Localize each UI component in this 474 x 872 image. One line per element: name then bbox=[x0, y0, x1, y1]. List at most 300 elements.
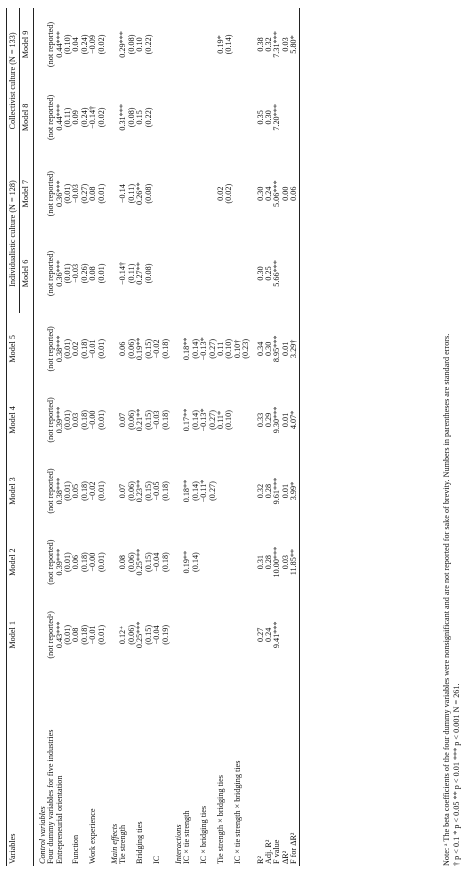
table-cell bbox=[242, 384, 250, 455]
table-cell: 0.18** bbox=[182, 337, 192, 361]
table-row bbox=[234, 8, 242, 866]
table-cell bbox=[242, 455, 250, 526]
table-cell: (0.15) bbox=[143, 624, 153, 645]
table-cell bbox=[234, 598, 242, 672]
table-cell: 0.08 bbox=[88, 266, 98, 281]
table-cell: (0.01) bbox=[96, 552, 106, 573]
table-cell: 8.95*** bbox=[272, 335, 282, 363]
table-cell: (0.01) bbox=[96, 338, 106, 359]
table-cell bbox=[225, 455, 233, 526]
table-cell: 0.10† bbox=[232, 339, 242, 359]
table-cell: 0.38*** bbox=[54, 477, 64, 505]
table-cell: 11.85** bbox=[289, 548, 299, 576]
table-cell: 0.31*** bbox=[118, 104, 128, 131]
model-header: Model 9 bbox=[21, 30, 31, 59]
table-cell: (0.08) bbox=[126, 107, 136, 128]
table-cell: 3.99* bbox=[289, 481, 299, 501]
table-row bbox=[265, 8, 273, 866]
table-cell: 0.06 bbox=[289, 186, 299, 201]
table-cell: (0.18) bbox=[79, 624, 89, 645]
table-cell: 3.29† bbox=[289, 339, 299, 359]
table-cell: (0.19) bbox=[160, 624, 170, 645]
table-cell bbox=[183, 154, 191, 234]
table-row bbox=[162, 8, 170, 866]
table-cell: 0.30 bbox=[263, 341, 273, 357]
table-cell: 0.08 bbox=[71, 627, 81, 642]
table-row bbox=[282, 8, 290, 866]
table-cell: 0.30 bbox=[255, 266, 265, 281]
row-label: Function bbox=[71, 834, 81, 864]
table-cell: 0.44*** bbox=[54, 104, 64, 131]
table-cell bbox=[225, 598, 233, 672]
table-cell: (0.11) bbox=[126, 263, 136, 284]
table-cell: 0.29 bbox=[263, 412, 273, 428]
table-cell: −0.04 bbox=[152, 625, 162, 645]
table-row bbox=[128, 8, 136, 866]
section-title: Control variables bbox=[37, 806, 47, 864]
table-cell bbox=[217, 455, 225, 526]
table-cell: 0.27** bbox=[135, 262, 145, 285]
table-cell: (0.01) bbox=[96, 183, 106, 204]
table-cell: (not reported) bbox=[46, 21, 56, 68]
table-cell bbox=[290, 81, 299, 154]
table-cell: (0.15) bbox=[143, 552, 153, 573]
table-cell: 0.07 bbox=[118, 483, 128, 499]
table-cell: (0.01) bbox=[63, 624, 73, 645]
note-line-2: † p < 0.1 * p < 0.05 ** p < 0.01 *** p < 0.001 N = 261. bbox=[452, 683, 461, 866]
table-cell: −0.09 bbox=[88, 35, 98, 54]
table-cell: (0.27) bbox=[207, 481, 217, 501]
table-cell: 0.07 bbox=[118, 412, 128, 428]
table-cell: −0.13* bbox=[199, 337, 209, 361]
table-cell bbox=[290, 598, 299, 672]
table-row bbox=[153, 8, 161, 866]
row-label: Entrepreneurial orientation bbox=[54, 775, 64, 864]
table-cell: (0.15) bbox=[143, 481, 153, 501]
table-cell: (0.10) bbox=[63, 34, 73, 55]
table-row bbox=[47, 8, 55, 866]
section-title: Interactions bbox=[173, 824, 183, 864]
table-row bbox=[81, 8, 89, 866]
table-cell bbox=[153, 154, 161, 234]
table-cell: 0.12⁺ bbox=[118, 625, 128, 645]
table-cell: (0.01) bbox=[63, 481, 73, 501]
model-header: Model 8 bbox=[21, 103, 31, 132]
table-cell: 0.35 bbox=[255, 110, 265, 125]
table-cell: −0.01 bbox=[88, 625, 98, 645]
table-cell: 7.31*** bbox=[272, 31, 282, 58]
table-cell: 0.00 bbox=[280, 186, 290, 201]
row-label bbox=[98, 672, 106, 866]
table-cell: (0.22) bbox=[143, 34, 153, 55]
table-cell: 7.20*** bbox=[272, 104, 282, 131]
table-cell bbox=[282, 81, 290, 154]
row-label bbox=[242, 672, 250, 866]
table-cell: 0.03 bbox=[71, 412, 81, 428]
note-line-1: Note: ᵃ The beta coefficients of the four dummy variables were nonsignificant and are not reported for sake of brevity. Numbers in parentheses are standard errors. bbox=[442, 333, 451, 866]
table-cell bbox=[217, 81, 225, 154]
table-cell: 0.19** bbox=[182, 550, 192, 574]
row-label: F for ΔR² bbox=[289, 832, 299, 864]
section-title: Main effects bbox=[110, 823, 120, 864]
table-cell: (0.24) bbox=[79, 34, 89, 55]
table-cell: 0.17** bbox=[182, 408, 192, 432]
row-label: F value bbox=[272, 839, 282, 864]
table-row bbox=[209, 8, 217, 866]
table-row bbox=[225, 8, 233, 866]
table-row bbox=[217, 8, 225, 866]
table-cell: (0.08) bbox=[143, 183, 153, 204]
table-cell: 4.07* bbox=[289, 410, 299, 430]
table-cell: 0.25*** bbox=[135, 548, 145, 576]
variables-header: Variables bbox=[8, 833, 17, 864]
table-cell: 0.19** bbox=[135, 337, 145, 361]
model-header: Model 4 bbox=[8, 406, 17, 434]
table-cell: 0.30 bbox=[255, 186, 265, 201]
table-cell: 0.30 bbox=[263, 110, 273, 125]
table-cell bbox=[242, 234, 250, 314]
row-label: Tie strength × bridging ties bbox=[215, 775, 225, 864]
table-cell: 0.23** bbox=[135, 479, 145, 503]
model-header: Model 6 bbox=[21, 259, 31, 288]
row-label: Four dummy variables for five industries bbox=[46, 729, 56, 864]
table-cell: 5.06*** bbox=[272, 180, 282, 207]
table-cell: −0.02 bbox=[152, 339, 162, 359]
table-row bbox=[98, 8, 106, 866]
row-label bbox=[162, 672, 170, 866]
table-cell: 0.06 bbox=[118, 341, 128, 357]
table-cell: −0.00 bbox=[88, 410, 98, 430]
row-label: IC × tie strength bbox=[182, 810, 192, 864]
table-cell bbox=[192, 154, 200, 234]
table-cell: (0.06) bbox=[126, 410, 136, 430]
table-row bbox=[200, 8, 208, 866]
table-cell: (0.06) bbox=[126, 624, 136, 645]
table-cell bbox=[192, 81, 200, 154]
table-cell: −0.03 bbox=[71, 263, 81, 283]
table-cell: 0.01 bbox=[280, 412, 290, 428]
table-row bbox=[64, 8, 72, 866]
table-cell: (0.23) bbox=[241, 338, 251, 359]
table-cell: 0.05 bbox=[71, 483, 81, 499]
table-cell bbox=[192, 234, 200, 314]
table-cell bbox=[153, 234, 161, 314]
table-cell: (0.18) bbox=[79, 481, 89, 501]
row-label bbox=[145, 672, 153, 866]
table-cell: 0.10 bbox=[135, 37, 145, 52]
table-cell: (0.01) bbox=[63, 338, 73, 359]
table-cell: 0.28 bbox=[263, 483, 273, 499]
table-cell: (0.18) bbox=[160, 410, 170, 430]
table-cell bbox=[162, 154, 170, 234]
section-row bbox=[33, 8, 47, 866]
table-cell bbox=[153, 8, 161, 81]
table-cell bbox=[200, 234, 208, 314]
table-row bbox=[273, 8, 281, 866]
table-cell: (0.18) bbox=[160, 552, 170, 573]
table-row bbox=[192, 8, 200, 866]
table-cell: −0.14† bbox=[118, 261, 128, 285]
table-cell: (0.18) bbox=[160, 481, 170, 501]
table-row bbox=[72, 8, 80, 866]
model-header: Model 2 bbox=[8, 548, 17, 576]
row-label: R² bbox=[255, 856, 265, 864]
table-cell: 0.25*** bbox=[135, 621, 145, 649]
table-cell bbox=[234, 81, 242, 154]
model-header: Model 7 bbox=[21, 179, 31, 208]
table-cell: 5.66*** bbox=[272, 260, 282, 287]
table-cell: (0.14) bbox=[190, 410, 200, 430]
table-cell: 0.34 bbox=[255, 341, 265, 357]
row-label: IC × bridging ties bbox=[199, 805, 209, 864]
table-cell: (0.01) bbox=[63, 410, 73, 430]
table-cell bbox=[183, 234, 191, 314]
table-cell bbox=[200, 154, 208, 234]
table-cell bbox=[192, 8, 200, 81]
table-cell bbox=[217, 527, 225, 598]
table-cell: 0.24 bbox=[263, 627, 273, 642]
table-body bbox=[33, 8, 299, 866]
group-header-individualistic: Individualistic culture (N = 128) bbox=[7, 154, 20, 314]
table-cell: 10.00*** bbox=[272, 546, 282, 578]
table-cell bbox=[209, 234, 217, 314]
table-cell bbox=[183, 8, 191, 81]
table-cell: (0.01) bbox=[63, 183, 73, 204]
table-cell: (0.14) bbox=[190, 338, 200, 359]
table-cell bbox=[282, 598, 290, 672]
table-cell bbox=[209, 81, 217, 154]
table-cell: 0.32 bbox=[255, 483, 265, 499]
model-header: Model 1 bbox=[8, 621, 17, 649]
table-cell: (not reportedᵃ) bbox=[46, 611, 56, 659]
table-row bbox=[242, 8, 250, 866]
table-cell: 0.32 bbox=[263, 37, 273, 52]
table-cell bbox=[290, 234, 299, 314]
table-cell: (0.15) bbox=[143, 410, 153, 430]
row-label: IC × tie strength × bridging ties bbox=[232, 760, 242, 864]
table-cell: −0.14 bbox=[118, 184, 128, 204]
table-cell: 0.08 bbox=[118, 554, 128, 570]
table-cell: −0.03 bbox=[152, 410, 162, 430]
table-cell: (0.22) bbox=[143, 107, 153, 128]
table-cell: (not reported) bbox=[46, 326, 56, 372]
table-row bbox=[119, 8, 127, 866]
table-cell: −0.13* bbox=[199, 408, 209, 432]
table-cell: 0.08 bbox=[88, 186, 98, 201]
table-cell bbox=[200, 598, 208, 672]
table-cell bbox=[217, 234, 225, 314]
table-cell: 0.09 bbox=[71, 110, 81, 125]
table-cell: (0.01) bbox=[96, 263, 106, 284]
model-header: Model 5 bbox=[8, 335, 17, 363]
table-cell: (not reported) bbox=[46, 468, 56, 514]
table-cell: (0.14) bbox=[190, 481, 200, 501]
table-cell bbox=[225, 527, 233, 598]
table-cell: (0.14) bbox=[190, 552, 200, 573]
table-cell: (0.18) bbox=[79, 552, 89, 573]
table-cell bbox=[153, 81, 161, 154]
table-cell: (not reported) bbox=[46, 397, 56, 443]
table-cell: 0.11* bbox=[215, 410, 225, 429]
table-cell: 0.29*** bbox=[118, 31, 128, 58]
table-cell: (0.11) bbox=[126, 183, 136, 204]
table-cell: −0.02 bbox=[88, 481, 98, 501]
table-row bbox=[136, 8, 144, 866]
table-cell: (0.18) bbox=[79, 410, 89, 430]
table-cell bbox=[234, 384, 242, 455]
table-cell: (0.02) bbox=[96, 107, 106, 128]
table-cell: 0.33 bbox=[255, 412, 265, 428]
table-cell: (0.15) bbox=[143, 338, 153, 359]
table-cell bbox=[192, 598, 200, 672]
table-cell: 0.11 bbox=[215, 341, 225, 356]
table-note bbox=[442, 6, 462, 866]
table-row bbox=[257, 8, 265, 866]
model-header: Model 3 bbox=[8, 477, 17, 505]
table-cell: (0.10) bbox=[224, 410, 234, 430]
table-cell: (0.01) bbox=[96, 481, 106, 501]
table-cell bbox=[234, 527, 242, 598]
table-cell bbox=[200, 527, 208, 598]
table-cell bbox=[242, 81, 250, 154]
row-label: Tie strength bbox=[118, 824, 128, 864]
table-cell: 5.80* bbox=[289, 35, 299, 54]
row-label: ΔR² bbox=[280, 850, 290, 864]
row-label: Work experience bbox=[88, 808, 98, 864]
table-cell: 0.39*** bbox=[54, 406, 64, 434]
table-cell: 0.31 bbox=[255, 554, 265, 570]
table-cell bbox=[183, 598, 191, 672]
row-label: Adj. R² bbox=[263, 839, 273, 864]
table-row bbox=[145, 8, 153, 866]
table-cell: (0.01) bbox=[63, 263, 73, 284]
table-cell: (0.27) bbox=[207, 338, 217, 359]
table-cell bbox=[209, 527, 217, 598]
table-cell: (0.02) bbox=[224, 183, 234, 204]
table-cell bbox=[242, 8, 250, 81]
table-cell: (not reported) bbox=[46, 539, 56, 585]
table-cell: (0.01) bbox=[63, 552, 73, 573]
table-cell: 9.30*** bbox=[272, 406, 282, 434]
table-cell: 9.41*** bbox=[272, 621, 282, 649]
table-cell: 0.02 bbox=[215, 186, 225, 201]
table-cell bbox=[234, 455, 242, 526]
table-cell bbox=[234, 8, 242, 81]
table-cell: 0.38*** bbox=[54, 335, 64, 363]
table-cell: 0.24 bbox=[263, 186, 273, 201]
table-cell: −0.14† bbox=[88, 105, 98, 129]
table-cell: (not reported) bbox=[46, 171, 56, 217]
table-cell: 0.01 bbox=[280, 341, 290, 357]
table-cell: (0.01) bbox=[96, 410, 106, 430]
table-cell: −0.00 bbox=[88, 552, 98, 572]
table-cell bbox=[282, 234, 290, 314]
section-row bbox=[170, 8, 183, 866]
table-cell: (not reported) bbox=[46, 94, 56, 140]
table-cell: (0.06) bbox=[126, 481, 136, 501]
table-cell bbox=[162, 234, 170, 314]
table-cell: (0.08) bbox=[126, 34, 136, 55]
section-row bbox=[106, 8, 119, 866]
table-cell: 0.03 bbox=[280, 37, 290, 52]
table-cell bbox=[234, 154, 242, 234]
table-cell: 0.25 bbox=[263, 266, 273, 281]
table-cell: 9.61*** bbox=[272, 477, 282, 505]
table-cell: 0.03 bbox=[280, 554, 290, 570]
table-row bbox=[56, 8, 64, 866]
table-cell: 0.36*** bbox=[54, 260, 64, 287]
table-cell: (0.11) bbox=[63, 107, 73, 128]
table-cell bbox=[183, 81, 191, 154]
row-label: IC bbox=[152, 855, 162, 864]
table-cell: (0.26) bbox=[79, 263, 89, 284]
table-cell: (not reported) bbox=[46, 250, 56, 297]
table-cell: 0.04 bbox=[71, 37, 81, 52]
table-cell: 0.21** bbox=[135, 408, 145, 432]
table-cell: (0.06) bbox=[126, 552, 136, 573]
table-cell bbox=[225, 81, 233, 154]
table-cell: 0.18** bbox=[182, 479, 192, 503]
row-label: Bridging ties bbox=[135, 821, 145, 864]
table-cell: (0.08) bbox=[143, 263, 153, 284]
table-cell bbox=[162, 8, 170, 81]
table-cell: 0.02 bbox=[71, 341, 81, 357]
table-cell: (0.18) bbox=[160, 338, 170, 359]
table-cell bbox=[242, 154, 250, 234]
table-cell: 0.01 bbox=[280, 483, 290, 499]
regression-table bbox=[6, 8, 300, 866]
table-cell: −0.03 bbox=[71, 184, 81, 204]
table-cell: 0.26** bbox=[135, 182, 145, 205]
table-cell: 0.27 bbox=[255, 627, 265, 642]
table-cell: (0.01) bbox=[96, 624, 106, 645]
table-cell bbox=[217, 598, 225, 672]
group-header-collectivist: Collectivist culture (N = 133) bbox=[7, 8, 20, 154]
table-cell: 0.19* bbox=[215, 35, 225, 54]
table-cell: 0.44*** bbox=[54, 31, 64, 58]
table-cell bbox=[242, 527, 250, 598]
table-cell bbox=[162, 81, 170, 154]
table-cell: (0.27) bbox=[207, 410, 217, 430]
table-cell bbox=[200, 81, 208, 154]
table-cell bbox=[209, 598, 217, 672]
table-cell: (0.06) bbox=[126, 338, 136, 359]
table-cell: (0.02) bbox=[96, 34, 106, 55]
table-cell: (0.27) bbox=[79, 183, 89, 204]
table-cell: −0.01 bbox=[88, 339, 98, 359]
table-row bbox=[290, 8, 299, 866]
table-cell: −0.04 bbox=[152, 552, 162, 572]
table-cell: −0.11* bbox=[199, 479, 209, 503]
table-row bbox=[183, 8, 191, 866]
table-cell: 0.43*** bbox=[54, 621, 64, 649]
table-cell bbox=[200, 8, 208, 81]
table-row bbox=[89, 8, 97, 866]
table-cell bbox=[242, 598, 250, 672]
table-cell: (0.10) bbox=[224, 338, 234, 359]
table-cell: 0.39*** bbox=[54, 548, 64, 576]
table-cell: (0.18) bbox=[79, 338, 89, 359]
table-cell: 0.15 bbox=[135, 110, 145, 125]
table-cell: (0.24) bbox=[79, 107, 89, 128]
table-cell: 0.38 bbox=[255, 37, 265, 52]
table-cell bbox=[234, 234, 242, 314]
table-cell bbox=[225, 234, 233, 314]
table-cell: 0.36*** bbox=[54, 180, 64, 207]
table-cell: 0.28 bbox=[263, 554, 273, 570]
table-cell: −0.05 bbox=[152, 481, 162, 501]
table-cell: (0.14) bbox=[224, 34, 234, 55]
